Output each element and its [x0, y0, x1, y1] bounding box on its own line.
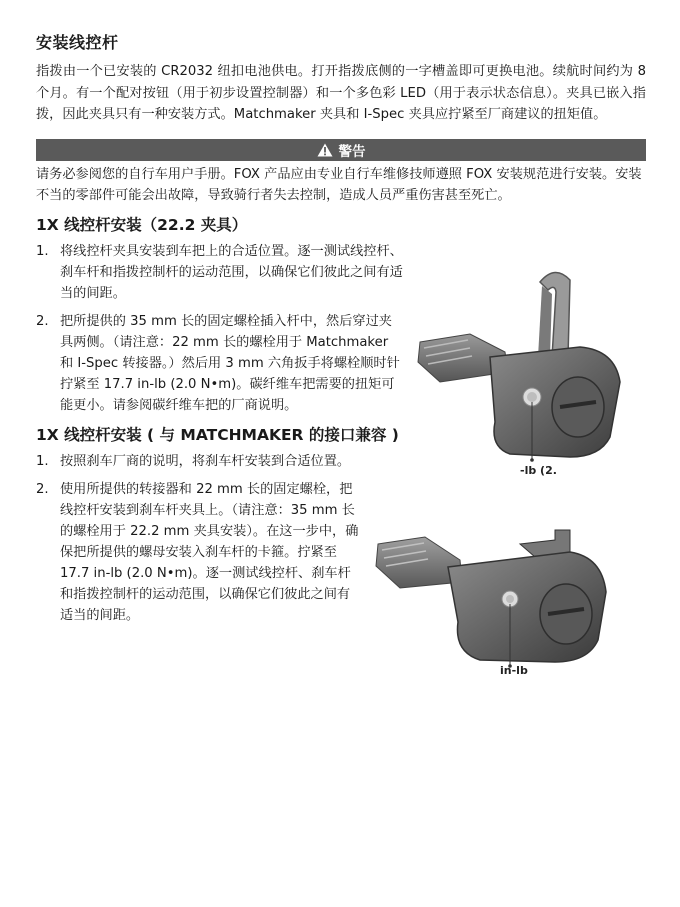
warning-label: 警告: [338, 143, 366, 160]
warning-triangle-icon: [317, 143, 333, 157]
warning-text: 请务必参阅您的自行车用户手册。FOX 产品应由专业自行车维修技师遵照 FOX 安装规范进行安装。安装不当的零部件可能会出故障，导致骑行者失去控制，造成人员严重伤害甚至死亡。: [36, 166, 642, 203]
step-number: 2.: [36, 313, 49, 329]
steps-22-2: [36, 241, 404, 416]
section-title-matchmaker: 1X 线控杆安装 ( 与 MATCHMAKER 的接口兼容 ): [36, 425, 399, 444]
torque-callout-1: -lb (2.: [520, 464, 557, 477]
list-item: [36, 241, 404, 304]
intro-paragraph: 指拨由一个已安装的 CR2032 纽扣电池供电。打开指拨底侧的一字槽盖即可更换电池。续航时间约为 8 个月。有一个配对按钮（用于初步设置控制器）和一个多色彩 LED（用于表示状态信息）。夹具已嵌入指拨，因此夹具只有一种安装方式。Matchmaker 夹具和 I-Spec 夹具应拧紧至厂商建议的扭矩值。: [36, 64, 646, 122]
step-text: 使用所提供的转接器和 22 mm 长的固定螺栓，把线控杆安装到刹车杆夹具上。（请注意：35 mm 长的螺栓用于 22.2 mm 夹具安装）。在这一步中，确保把所提供的螺母安装入刹车杆的卡箍。拧紧至 17.7 in-lb (2.0 N•m)。逐一测试线控杆、刹车杆和指拨控制杆的运动范围，以确保它们彼此之间有适当的间距。: [60, 481, 359, 623]
step-text: 按照刹车厂商的说明，将刹车杆安装到合适位置。: [60, 453, 351, 469]
step-number: 1.: [36, 453, 49, 469]
list-item: [36, 311, 404, 416]
section-title-1x-22-2: 1X 线控杆安装（22.2 夹具）: [36, 215, 248, 234]
remote-22-2-clamp-illustration: [410, 262, 650, 467]
section-title-install: 安装线控杆: [36, 33, 119, 52]
step-text: 将线控杆夹具安装到车把上的合适位置。逐一测试线控杆、刹车杆和指拨控制杆的运动范围，以确保它们彼此之间有适当的间距。: [60, 243, 403, 301]
warning-banner: [36, 139, 646, 161]
list-item: [36, 479, 360, 626]
remote-matchmaker-illustration: [370, 522, 630, 672]
step-number: 1.: [36, 243, 49, 259]
step-number: 2.: [36, 481, 49, 497]
step-text: 把所提供的 35 mm 长的固定螺栓插入杆中，然后穿过夹具两侧。（请注意：22 mm 长的螺栓用于 Matchmaker 和 I-Spec 转接器。）然后用 3 mm 六角扳手将螺栓顺时针拧紧至 17.7 in-lb (2.0 N•m)。碳纤维车把需要的扭矩可能更小。请参阅碳纤维车把的厂商说明。: [60, 313, 400, 413]
torque-callout-2: in-lb: [500, 664, 528, 677]
